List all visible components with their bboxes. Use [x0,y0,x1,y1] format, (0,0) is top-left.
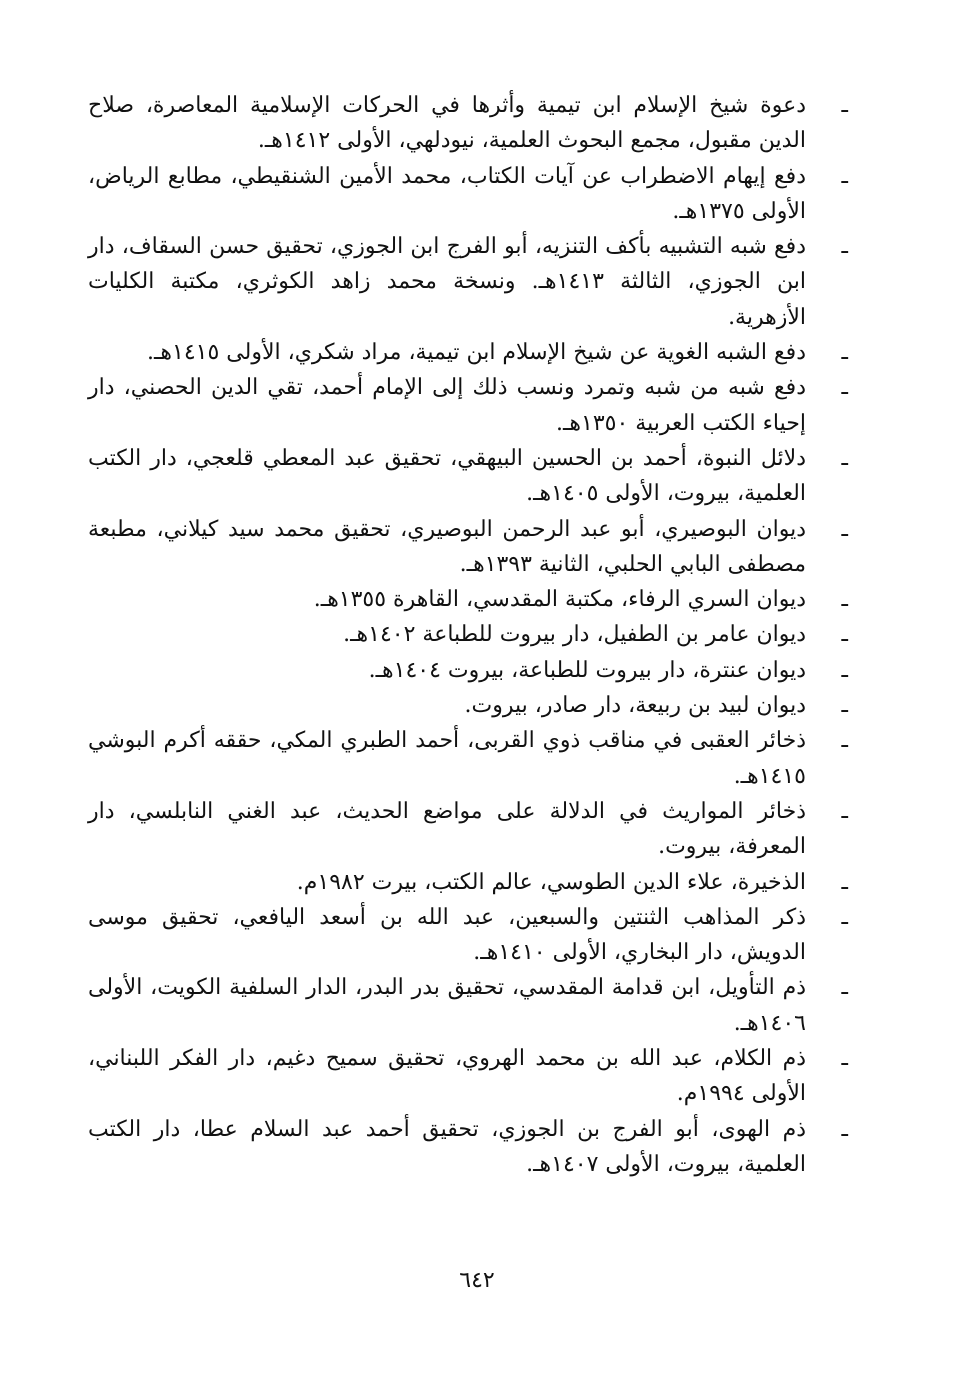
bibliography-entry [88,88,852,159]
bullet-dash: ـ [841,798,848,824]
bullet-dash: ـ [841,904,848,930]
entry-text: دفع إيهام الاضطراب عن آيات الكتاب، محمد الأمين الشنقيطي، مطابع الرياض، الأولى ١٣٧٥هـ. [88,163,806,224]
bibliography-entry [88,512,852,583]
entry-text: ديوان لبيد بن ربيعة، دار صادر، بيروت. [464,693,806,719]
bibliography-entry [88,335,852,370]
bibliography-entry [88,582,852,617]
bullet-dash: ـ [841,869,848,895]
entry-text: دلائل النبوة، أحمد بن الحسين البيهقي، تحقيق عبد المعطي قلعجي، دار الكتب العلمية، بيروت، الأولى ١٤٠٥هـ. [88,445,806,507]
bullet-dash: ـ [841,93,848,118]
bibliography-entry [88,159,852,230]
bibliography-entry [88,794,852,865]
entry-text: ذخائر المواريث في الدلالة على مواضع الحديث، عبد الغني النابلسي، دار المعرفة، بيروت. [88,798,806,860]
bullet-dash: ـ [841,975,848,1001]
bullet-dash: ـ [841,340,848,366]
entry-text: ديوان البوصيري، أبو عبد الرحمن البوصيري، تحقيق محمد سيد كيلاني، مطبعة مصطفى البابي الحلبي، الثانية ١٣٩٣هـ. [88,516,806,577]
bibliography-entry [88,1041,852,1112]
entry-text: ديوان عامر بن الطفيل، دار بيروت للطباعة ١٤٠٢هـ. [343,622,806,648]
bibliography-entry [88,865,852,900]
entry-text: ذم الكلام، عبد الله بن محمد الهروي، تحقيق سميح دغيم، دار الفكر اللبناني، الأولى ١٩٩٤م. [88,1046,806,1107]
bullet-dash: ـ [841,516,848,542]
entry-text: ذم التأويل، ابن قدامة المقدسي، تحقيق بدر البدر، الدار السلفية الكويت، الأولى ١٤٠٦هـ. [88,975,806,1036]
entry-text: دفع شبه من شبه وتمرد ونسب ذلك إلى الإمام أحمد، تقي الدين الحصني، دار إحياء الكتب العربية ١٣٥٠هـ. [88,375,806,436]
entry-text: الذخيرة، علاء الدين الطوسي، عالم الكتب، بيرت ١٩٨٢م. [296,869,806,895]
entry-text: ذم الهوى، أبو الفرج بن الجوزي، تحقيق أحمد عبد السلام عطا، دار الكتب العلمية، بيروت، الأولى ١٤٠٧هـ. [88,1116,806,1177]
bullet-dash: ـ [841,234,848,260]
bullet-dash: ـ [841,693,848,719]
bullet-dash: ـ [841,622,848,648]
bullet-dash: ـ [841,728,848,754]
bullet-dash: ـ [841,1116,848,1142]
bibliography-entry [88,900,852,971]
bibliography-entry [88,970,852,1041]
bibliography-entry [88,723,852,794]
bibliography-page [88,88,852,1182]
bibliography-entry [88,441,852,512]
entry-text: دعوة شيخ الإسلام ابن تيمية وأثرها في الحركات الإسلامية المعاصرة، صلاح الدين مقبول، مجمع البحوث العلمية، نيودلهي، الأولى ١٤١٢هـ. [88,93,806,154]
bullet-dash: ـ [841,657,848,683]
bullet-dash: ـ [841,587,848,613]
bibliography-entry [88,653,852,688]
bullet-dash: ـ [841,375,848,401]
entry-text: ديوان السري الرفاء، مكتبة المقدسي، القاهرة ١٣٥٥هـ. [313,587,806,613]
bibliography-entry [88,1112,852,1183]
bibliography-entry [88,617,852,652]
entry-text: ذكر المذاهب الثنتين والسبعين، عبد الله بن أسعد اليافعي، تحقيق موسى الدويش، دار البخاري، الأولى ١٤١٠هـ. [88,904,806,966]
entry-text: ذخائر العقبى في مناقب ذوي القربى، أحمد الطبري المكي، حققه أكرم البوشي ١٤١٥هـ. [88,728,806,789]
page-number: ٦٤٢ [459,1268,495,1293]
entry-text: دفع شبه التشبيه بأكف التنزيه، أبو الفرج ابن الجوزي، تحقيق حسن السقاف، دار ابن الجوزي، الثالثة ١٤١٣هـ. ونسخة محمد زاهد الكوثري، مكتبة الكليات الأزهرية. [88,234,806,330]
entry-text: دفع الشبه الغوية عن شيخ الإسلام ابن تيمية، مراد شكري، الأولى ١٤١٥هـ. [146,340,806,366]
bibliography-list [88,88,852,1182]
bibliography-entry [88,688,852,723]
bullet-dash: ـ [841,445,848,471]
entry-text: ديوان عنترة، دار بيروت للطباعة، بيروت ١٤٠٤هـ. [368,657,806,683]
bibliography-entry [88,229,852,335]
bullet-dash: ـ [841,1046,848,1072]
bullet-dash: ـ [841,163,848,189]
bibliography-entry [88,370,852,441]
